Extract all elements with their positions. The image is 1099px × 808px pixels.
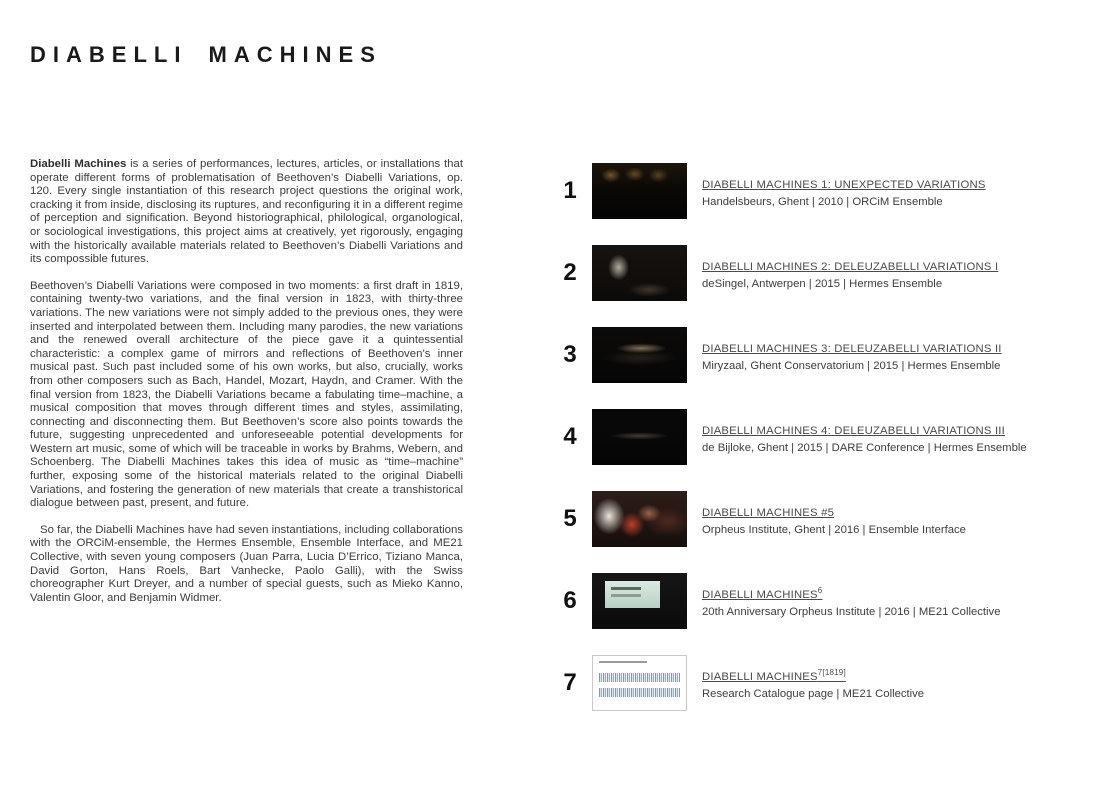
work-text: [702, 503, 966, 536]
work-item-3: [548, 327, 1027, 383]
work-subtitle: deSingel, Antwerpen | 2015 | Hermes Ensemble: [702, 277, 943, 290]
waveform-graphic: [599, 673, 681, 682]
work-link[interactable]: [702, 504, 834, 519]
article-paragraph-1: [30, 158, 463, 267]
works-list: [548, 163, 1027, 737]
article: [30, 158, 463, 618]
work-number: 1: [563, 177, 577, 204]
work-item-6: [548, 573, 1027, 629]
projection-screen: [605, 581, 660, 608]
work-number: 6: [563, 587, 577, 614]
work-thumbnail[interactable]: [592, 491, 687, 547]
work-text: [702, 339, 1002, 372]
work-subtitle: Handelsbeurs, Ghent | 2010 | ORCiM Ensemble: [702, 195, 943, 208]
work-subtitle: Miryzaal, Ghent Conservatorium | 2015 | Hermes Ensemble: [702, 359, 1001, 372]
work-item-7: [548, 655, 1027, 711]
work-item-4: [548, 409, 1027, 465]
work-text: [702, 421, 1027, 454]
work-item-5: [548, 491, 1027, 547]
work-link-label: DIABELLI MACHINES: [702, 588, 818, 601]
work-link[interactable]: [702, 668, 846, 683]
work-subtitle: de Bijloke, Ghent | 2015 | DARE Conference | Hermes Ensemble: [702, 441, 1027, 454]
work-thumbnail[interactable]: [592, 327, 687, 383]
work-text: [702, 585, 1001, 618]
article-paragraph-2: Beethoven’s Diabelli Variations were composed in two moments: a first draft in 1819, containing twenty-two variations, and the final version in 1823, with thirty-three variations. The new variations were not simply added to the previous ones, they were inserted and interpolated between them. Including many parodies, the new variations and the renewed overall architecture of the piece gave it a quintessential characteristic: a complex game of mirrors and reflections of Beethoven’s inner musical past. Such past included some of his own works, but also, crucially, works from other composers such as Bach, Handel, Mozart, Haydn, and Cramer. With the final version from 1823, the Diabelli Variations became a fabulating time–machine, a musical composition that moves through different times and styles, assimilating, connecting and disconnecting them. But Beethoven’s score also points towards the future, suggesting unprecedented and unforeseeable potential developments for Western art music, some of which will be traceable in works by Brahms, Webern, and Schoenberg. The Diabelli Machines takes this idea of music as “time–machine” further, exposing some of the historical materials related to the original Diabelli Variations, and fostering the generation of new materials that create a transhistorical dialogue between past, present, and future.: [30, 279, 463, 510]
work-link[interactable]: [702, 586, 822, 601]
article-paragraph-3: So far, the Diabelli Machines have had seven instantiations, including collaborations with the ORCiM-ensemble, the Hermes Ensemble, Ensemble Interface, and ME21 Collective, with seven young composers (Juan Parra, Lucia D’Errico, Tiziano Manca, David Gorton, Hans Roels, Bart Vanhecke, Paolo Galli), with the Swiss choreographer Kurt Dreyer, and a number of special guests, such as Mieko Kanno, Valentin Gloor, and Benjamin Widmer.: [30, 523, 463, 604]
work-subtitle: 20th Anniversary Orpheus Institute | 2016 | ME21 Collective: [702, 605, 1001, 618]
work-text: [702, 175, 986, 208]
work-link[interactable]: [702, 340, 1002, 355]
work-text: [702, 667, 924, 700]
work-link-label: DIABELLI MACHINES #5: [702, 506, 835, 519]
work-item-1: [548, 163, 1027, 219]
work-thumbnail[interactable]: [592, 655, 687, 711]
work-number: 7: [563, 669, 577, 696]
work-thumbnail[interactable]: [592, 163, 687, 219]
work-text: [702, 257, 998, 290]
work-link-label: DIABELLI MACHINES 4: DELEUZABELLI VARIATIONS III: [702, 424, 1005, 437]
work-thumbnail[interactable]: [592, 409, 687, 465]
work-link-superscript: 6: [817, 585, 823, 595]
article-paragraph-1-text: is a series of performances, lectures, articles, or installations that operate different forms of problematisation of Beethoven’s Diabelli Variations, op. 120. Every single instantiation of this research project questions the original work, cracking it from inside, disclosing its ruptures, and reconfiguring it in a different regime of perception and signification. Beyond historiographical, philological, organological, or sociological investigations, this project aims at creatively, yet rigorously, engaging with the historically available materials related to Beethoven’s Diabelli Variations and its compossible futures.: [30, 158, 463, 266]
work-link-label: DIABELLI MACHINES 2: DELEUZABELLI VARIATIONS I: [702, 260, 999, 273]
work-thumbnail[interactable]: [592, 245, 687, 301]
work-link-label: DIABELLI MACHINES 3: DELEUZABELLI VARIATIONS II: [702, 342, 1002, 355]
work-link[interactable]: [702, 422, 1005, 437]
work-thumbnail[interactable]: [592, 573, 687, 629]
work-number: 5: [563, 505, 577, 532]
work-number: 4: [563, 423, 577, 450]
work-link-label: DIABELLI MACHINES: [702, 670, 818, 683]
thumb-header-line: [599, 661, 647, 663]
article-lead: Diabelli Machines: [30, 158, 127, 170]
work-link-label: DIABELLI MACHINES 1: UNEXPECTED VARIATIONS: [702, 178, 986, 191]
page-title: DIABELLI MACHINES: [30, 41, 382, 67]
work-number: 2: [563, 259, 577, 286]
work-link-superscript: 7[1819]: [817, 667, 846, 677]
work-subtitle: Research Catalogue page | ME21 Collective: [702, 687, 925, 700]
work-subtitle: Orpheus Institute, Ghent | 2016 | Ensemble Interface: [702, 523, 966, 536]
work-item-2: [548, 245, 1027, 301]
work-number: 3: [563, 341, 577, 368]
waveform-graphic: [599, 688, 681, 697]
work-link[interactable]: [702, 176, 986, 191]
work-link[interactable]: [702, 258, 998, 273]
